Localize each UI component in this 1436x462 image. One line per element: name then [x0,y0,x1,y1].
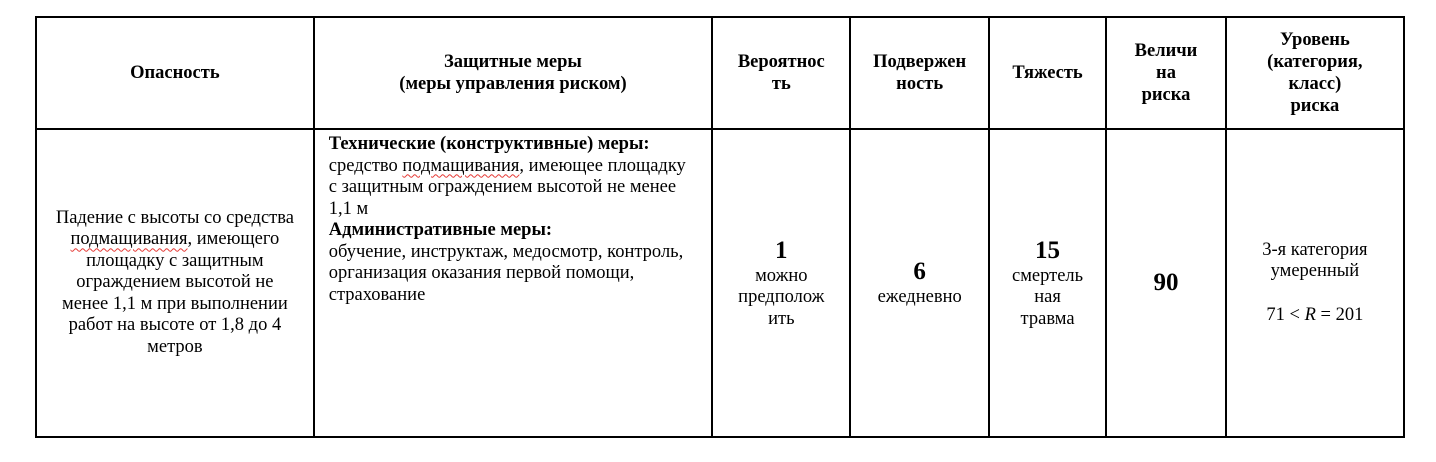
probability-value: 1 [775,236,788,264]
cell-magnitude [1106,129,1226,437]
header-level: Уровень (категория, класс) риска [1226,17,1404,129]
level-class: умеренный [1270,261,1360,282]
cell-measures [314,129,712,437]
cell-level [1226,129,1404,437]
cell-hazard [36,129,314,437]
exposure-label: ежедневно [877,287,962,308]
administrative-measures-text: обучение, инструктаж, медосмотр, контроль, организация оказания первой помощи, страхование [328,241,684,305]
header-row [36,17,1404,129]
table-row [36,129,1404,437]
exposure-value: 6 [913,258,926,286]
header-exposure: Подвержен ность [850,17,988,129]
risk-assessment-table [35,16,1405,438]
header-hazard: Опасность [36,17,314,129]
level-category: 3-я категория [1262,239,1368,260]
cell-probability [712,129,850,437]
administrative-measures-heading: Административные меры: [328,220,553,240]
magnitude-value: 90 [1153,269,1179,296]
probability-label: можно предполож ить [738,265,825,329]
severity-value: 15 [1035,236,1061,264]
spellcheck-underline: подмащивания [70,229,188,250]
cell-severity [989,129,1106,437]
severity-label: смертель ная травма [1011,265,1084,329]
level-spacer [1227,283,1403,305]
spellcheck-underline: подмащивания [402,155,520,176]
level-range: 71 < R = 201 [1266,304,1364,325]
header-magnitude: Величи на риска [1106,17,1226,129]
header-severity: Тяжесть [989,17,1106,129]
cell-exposure [850,129,988,437]
hazard-text: Падение с высоты со средства подмащивания, имеющего площадку с защитным ограждением высотой не менее 1,1 м при выполнении работ на высоте от 1,8 до 4 метров [55,207,294,357]
header-probability: Вероятнос ть [712,17,850,129]
technical-measures-heading: Технические (конструктивные) меры: [328,134,650,154]
header-measures: Защитные меры (меры управления риском) [314,17,712,129]
technical-measures-text: средство подмащивания, имеющее площадку с защитным ограждением высотой не менее 1,1 м [328,155,686,219]
